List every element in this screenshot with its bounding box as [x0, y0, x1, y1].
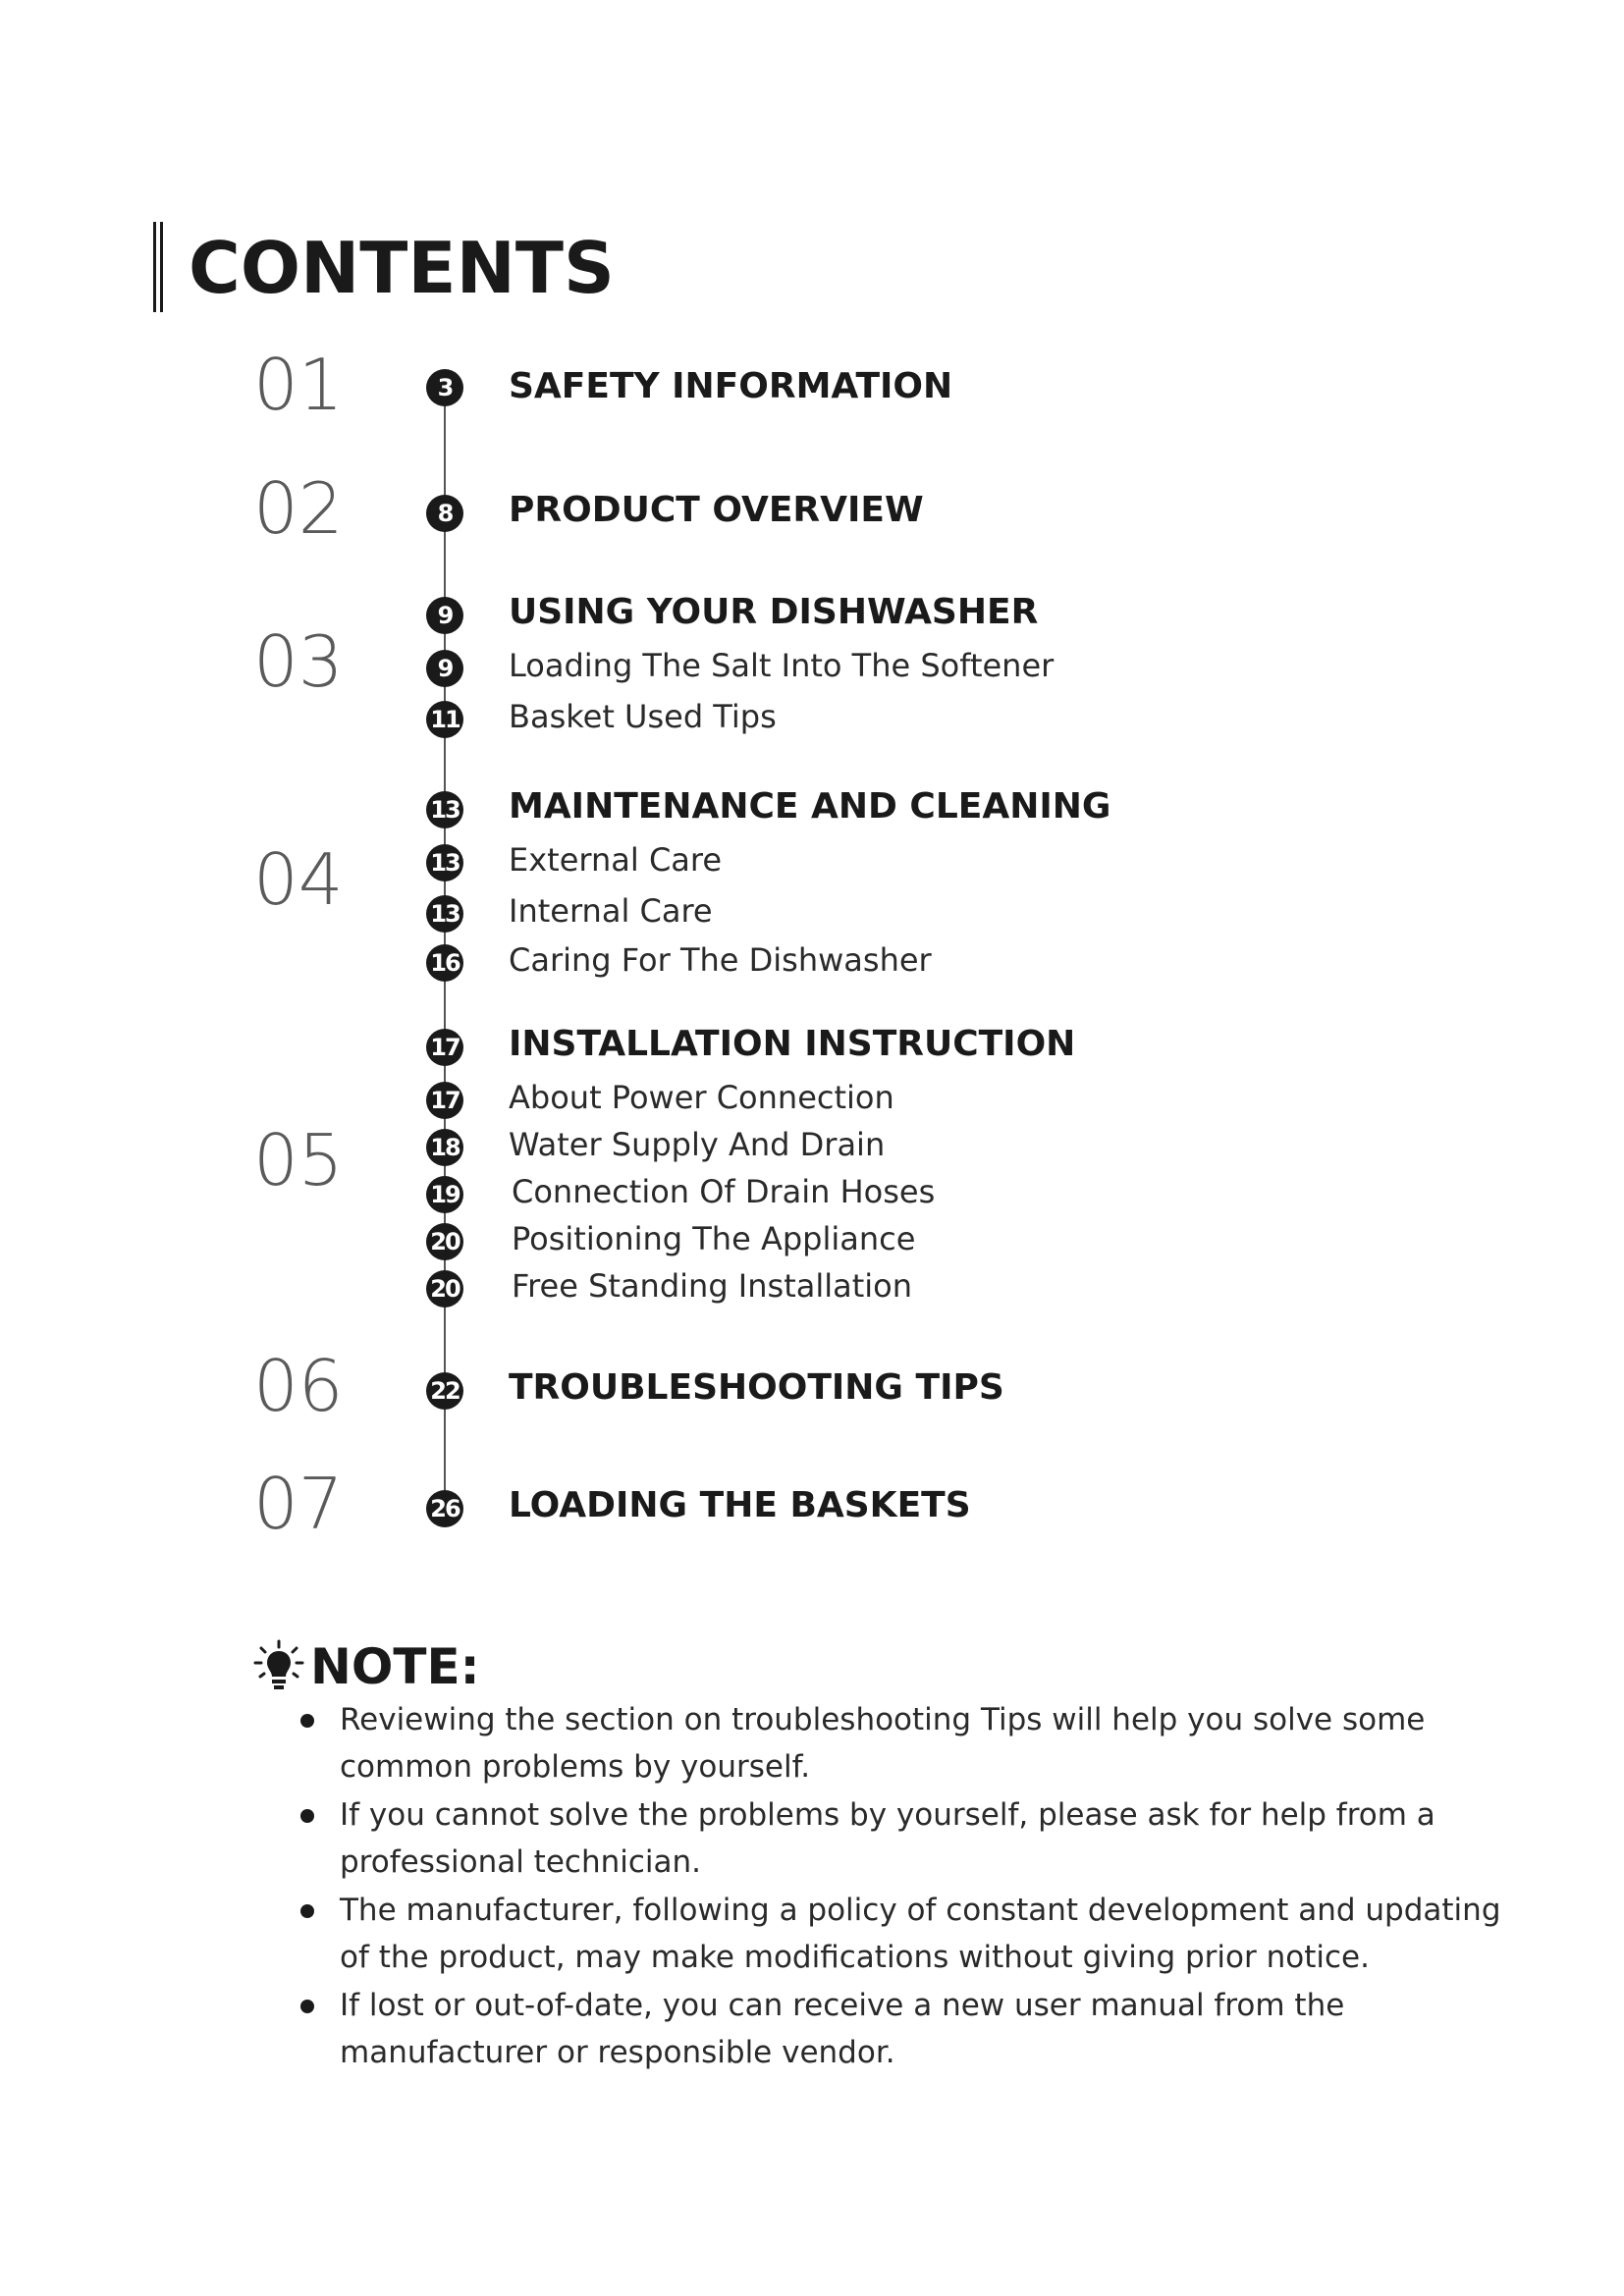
toc-heading: PRODUCT OVERVIEW — [509, 490, 924, 530]
page-badge: 9 — [426, 597, 463, 634]
toc-heading: LOADING THE BASKETS — [509, 1485, 971, 1525]
toc-heading: MAINTENANCE AND CLEANING — [509, 786, 1111, 827]
page-badge: 13 — [426, 895, 463, 933]
page-badge: 11 — [426, 701, 463, 738]
page-badge: 20 — [426, 1270, 463, 1308]
toc-subentry: Basket Used Tips — [509, 698, 777, 735]
page-badge: 9 — [426, 650, 463, 687]
section-number-03: 03 — [253, 620, 344, 703]
toc-heading: USING YOUR DISHWASHER — [509, 592, 1039, 632]
page-badge: 20 — [426, 1223, 463, 1260]
page-badge: 13 — [426, 844, 463, 881]
note-item-text: Reviewing the section on troubleshooting Tips will help you solve some common problems by yourself. — [340, 1702, 1426, 1785]
note-item-text: If you cannot solve the problems by yourself, please ask for help from a professional technician. — [340, 1797, 1435, 1880]
note-item — [295, 1982, 1512, 2076]
page-badge: 16 — [426, 944, 463, 982]
toc-subentry: Free Standing Installation — [512, 1267, 913, 1305]
section-number-02: 02 — [253, 467, 344, 550]
toc-subentry: Caring For The Dishwasher — [509, 941, 932, 979]
note-item — [295, 1696, 1512, 1790]
section-number-07: 07 — [253, 1463, 344, 1545]
toc-subentry: Loading The Salt Into The Softener — [509, 647, 1055, 684]
note-list — [295, 1696, 1512, 2077]
note-item — [295, 1791, 1512, 1886]
title-accent-bar — [153, 222, 163, 312]
page-title: CONTENTS — [189, 227, 615, 309]
page-badge: 3 — [426, 369, 463, 406]
note-item-text: If lost or out-of-date, you can receive a new user manual from the manufacturer or responsible vendor. — [340, 1988, 1345, 2070]
section-number-04: 04 — [253, 838, 344, 921]
toc-subentry: Internal Care — [509, 892, 713, 930]
page-badge: 22 — [426, 1372, 463, 1410]
toc-heading: INSTALLATION INSTRUCTION — [509, 1024, 1076, 1064]
toc-subentry: Positioning The Appliance — [512, 1220, 916, 1257]
page-badge: 17 — [426, 1029, 463, 1066]
toc-heading: SAFETY INFORMATION — [509, 366, 953, 406]
bullet-dot — [300, 1904, 314, 1918]
page-badge: 18 — [426, 1129, 463, 1166]
note-item-text: The manufacturer, following a policy of constant development and updating of the product, may make modifications without giving prior notice. — [340, 1893, 1501, 1975]
toc-subentry: External Care — [509, 841, 723, 879]
page-badge: 13 — [426, 791, 463, 828]
page-badge: 19 — [426, 1176, 463, 1213]
toc-subentry: Water Supply And Drain — [509, 1126, 886, 1163]
toc-heading: TROUBLESHOOTING TIPS — [509, 1367, 1004, 1408]
bullet-dot — [300, 1809, 314, 1823]
page-badge: 8 — [426, 495, 463, 532]
page-badge: 17 — [426, 1082, 463, 1119]
note-item — [295, 1887, 1512, 1981]
bullet-dot — [300, 2000, 314, 2013]
bullet-dot — [300, 1714, 314, 1728]
section-number-05: 05 — [253, 1119, 344, 1201]
toc-subentry: About Power Connection — [509, 1079, 894, 1116]
toc-subentry: Connection Of Drain Hoses — [512, 1173, 936, 1210]
page-badge: 26 — [426, 1490, 463, 1527]
section-number-06: 06 — [253, 1345, 344, 1427]
section-number-01: 01 — [253, 344, 344, 426]
note-title: NOTE: — [310, 1638, 480, 1695]
lightbulb-icon — [253, 1639, 304, 1692]
